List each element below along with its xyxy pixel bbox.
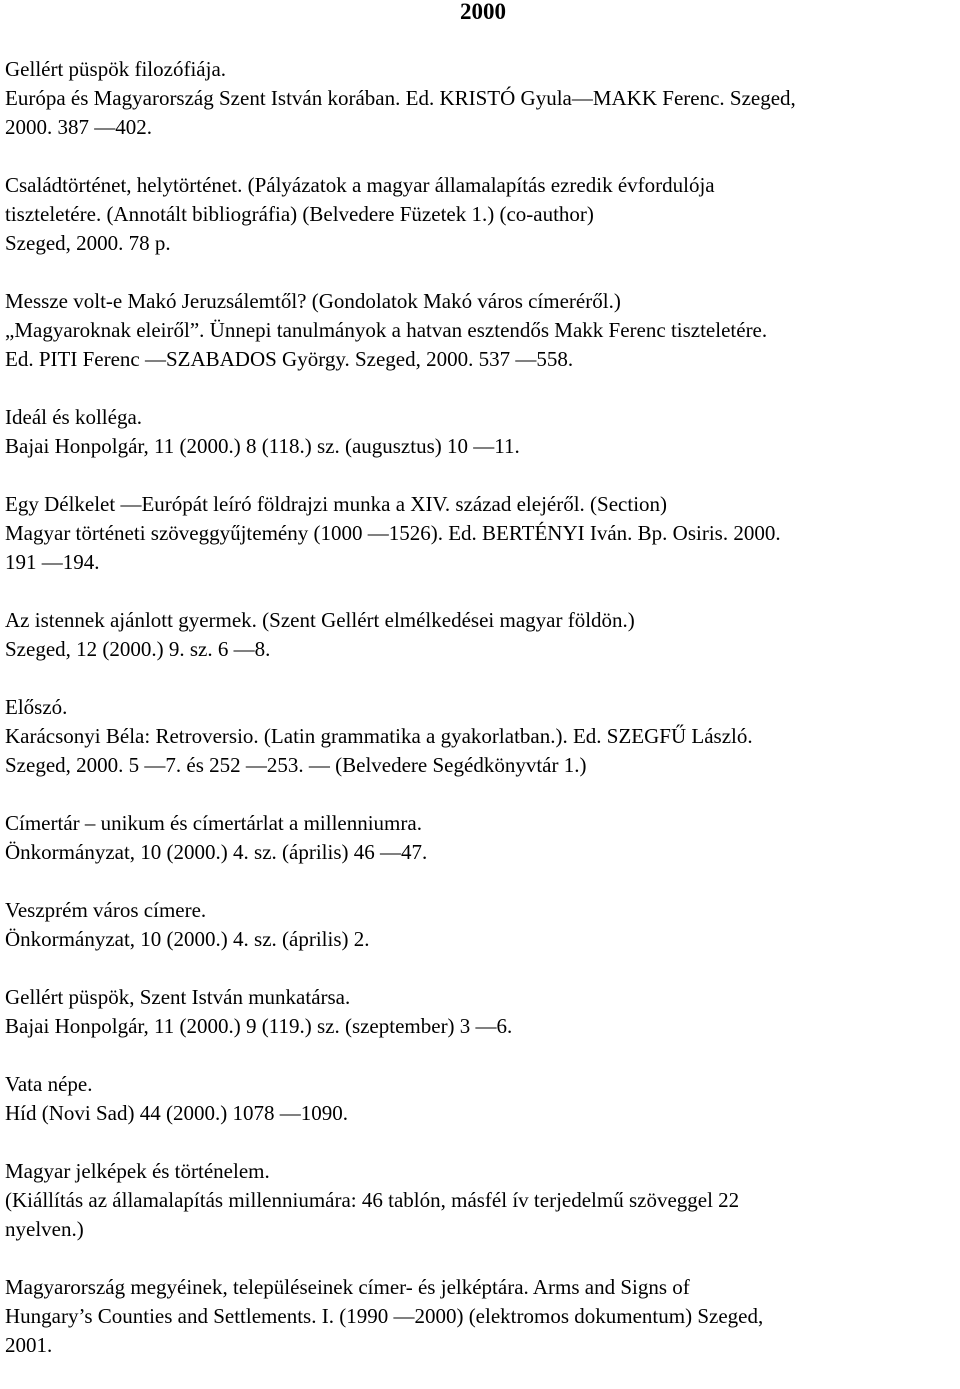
entry-source: Bajai Honpolgár, 11 (2000.) 8 (118.) sz. (augusztus) 10 —11. [5, 434, 520, 458]
entry-source: Önkormányzat, 10 (2000.) 4. sz. (április) 46 —47. [5, 840, 428, 864]
bibliography-entry [5, 490, 955, 577]
entry-title: Gellért püspök, Szent István munkatársa. [5, 985, 351, 1009]
entry-title: Családtörténet, helytörténet. (Pályázatok a magyar államalapítás ezredik évfordulója [5, 173, 715, 197]
entry-title: Hungary’s Counties and Settlements. I. (1990 —2000) (elektromos dokumentum) Szeged, [5, 1304, 764, 1328]
entry-title: Gellért püspök filozófiája. [5, 57, 227, 81]
bibliography-entry [5, 809, 955, 867]
entry-title: Veszprém város címere. [5, 898, 207, 922]
entry-source: Magyar történeti szöveggyűjtemény (1000 —1526). Ed. BERTÉNYI Iván. Bp. Osiris. 2000. [5, 521, 781, 545]
entry-source: Bajai Honpolgár, 11 (2000.) 9 (119.) sz. (szeptember) 3 —6. [5, 1014, 513, 1038]
entry-source: Szeged, 2000. 5 —7. és 252 —253. — (Belvedere Segédkönyvtár 1.) [5, 753, 587, 777]
bibliography-entry [5, 403, 955, 461]
entry-title: Ideál és kolléga. [5, 405, 143, 429]
entry-source: Híd (Novi Sad) 44 (2000.) 1078 —1090. [5, 1101, 348, 1125]
entry-title: Vata népe. [5, 1072, 93, 1096]
entry-source: Ed. PITI Ferenc —SZABADOS György. Szeged, 2000. 537 —558. [5, 347, 574, 371]
entry-title: Magyar jelképek és történelem. [5, 1159, 270, 1183]
entry-source: „Magyaroknak eleiről”. Ünnepi tanulmányok a hatvan esztendős Makk Ferenc tiszteletére. [5, 318, 768, 342]
bibliography-list [5, 55, 955, 1389]
entry-source: Önkormányzat, 10 (2000.) 4. sz. (április) 2. [5, 927, 370, 951]
entry-source: (Kiállítás az államalapítás millenniumára: 46 tablón, másfél ív terjedelmű szöveggel 22 [5, 1188, 740, 1212]
entry-source: nyelven.) [5, 1217, 84, 1241]
bibliography-entry [5, 55, 955, 142]
bibliography-entry [5, 1273, 955, 1360]
entry-source: Szeged, 2000. 78 p. [5, 231, 171, 255]
entry-title: Egy Délkelet —Európát leíró földrajzi munka a XIV. század elejéről. (Section) [5, 492, 668, 516]
bibliography-entry [5, 287, 955, 374]
bibliography-entry [5, 693, 955, 780]
entry-source: Karácsonyi Béla: Retroversio. (Latin grammatika a gyakorlatban.). Ed. SZEGFŰ László. [5, 724, 753, 748]
entry-source: 2001. [5, 1333, 53, 1357]
entry-title: Az istennek ajánlott gyermek. (Szent Gellért elmélkedései magyar földön.) [5, 608, 635, 632]
bibliography-entry [5, 1157, 955, 1244]
entry-title: Messze volt-e Makó Jeruzsálemtől? (Gondolatok Makó város címeréről.) [5, 289, 621, 313]
entry-title: tiszteletére. (Annotált bibliográfia) (Belvedere Füzetek 1.) (co-author) [5, 202, 594, 226]
entry-title: Előszó. [5, 695, 68, 719]
entry-source: Szeged, 12 (2000.) 9. sz. 6 —8. [5, 637, 271, 661]
entry-source: Európa és Magyarország Szent István korában. Ed. KRISTÓ Gyula—MAKK Ferenc. Szeged, [5, 86, 796, 110]
entry-source: 2000. 387 —402. [5, 115, 152, 139]
page-year-heading: 2000 [460, 0, 506, 24]
bibliography-entry [5, 1070, 955, 1128]
entry-source: 191 —194. [5, 550, 100, 574]
entry-title: Címertár – unikum és címertárlat a millenniumra. [5, 811, 422, 835]
bibliography-entry [5, 171, 955, 258]
bibliography-entry [5, 983, 955, 1041]
bibliography-entry [5, 606, 955, 664]
entry-title: Magyarország megyéinek, településeinek címer- és jelképtára. Arms and Signs of [5, 1275, 690, 1299]
bibliography-entry [5, 896, 955, 954]
